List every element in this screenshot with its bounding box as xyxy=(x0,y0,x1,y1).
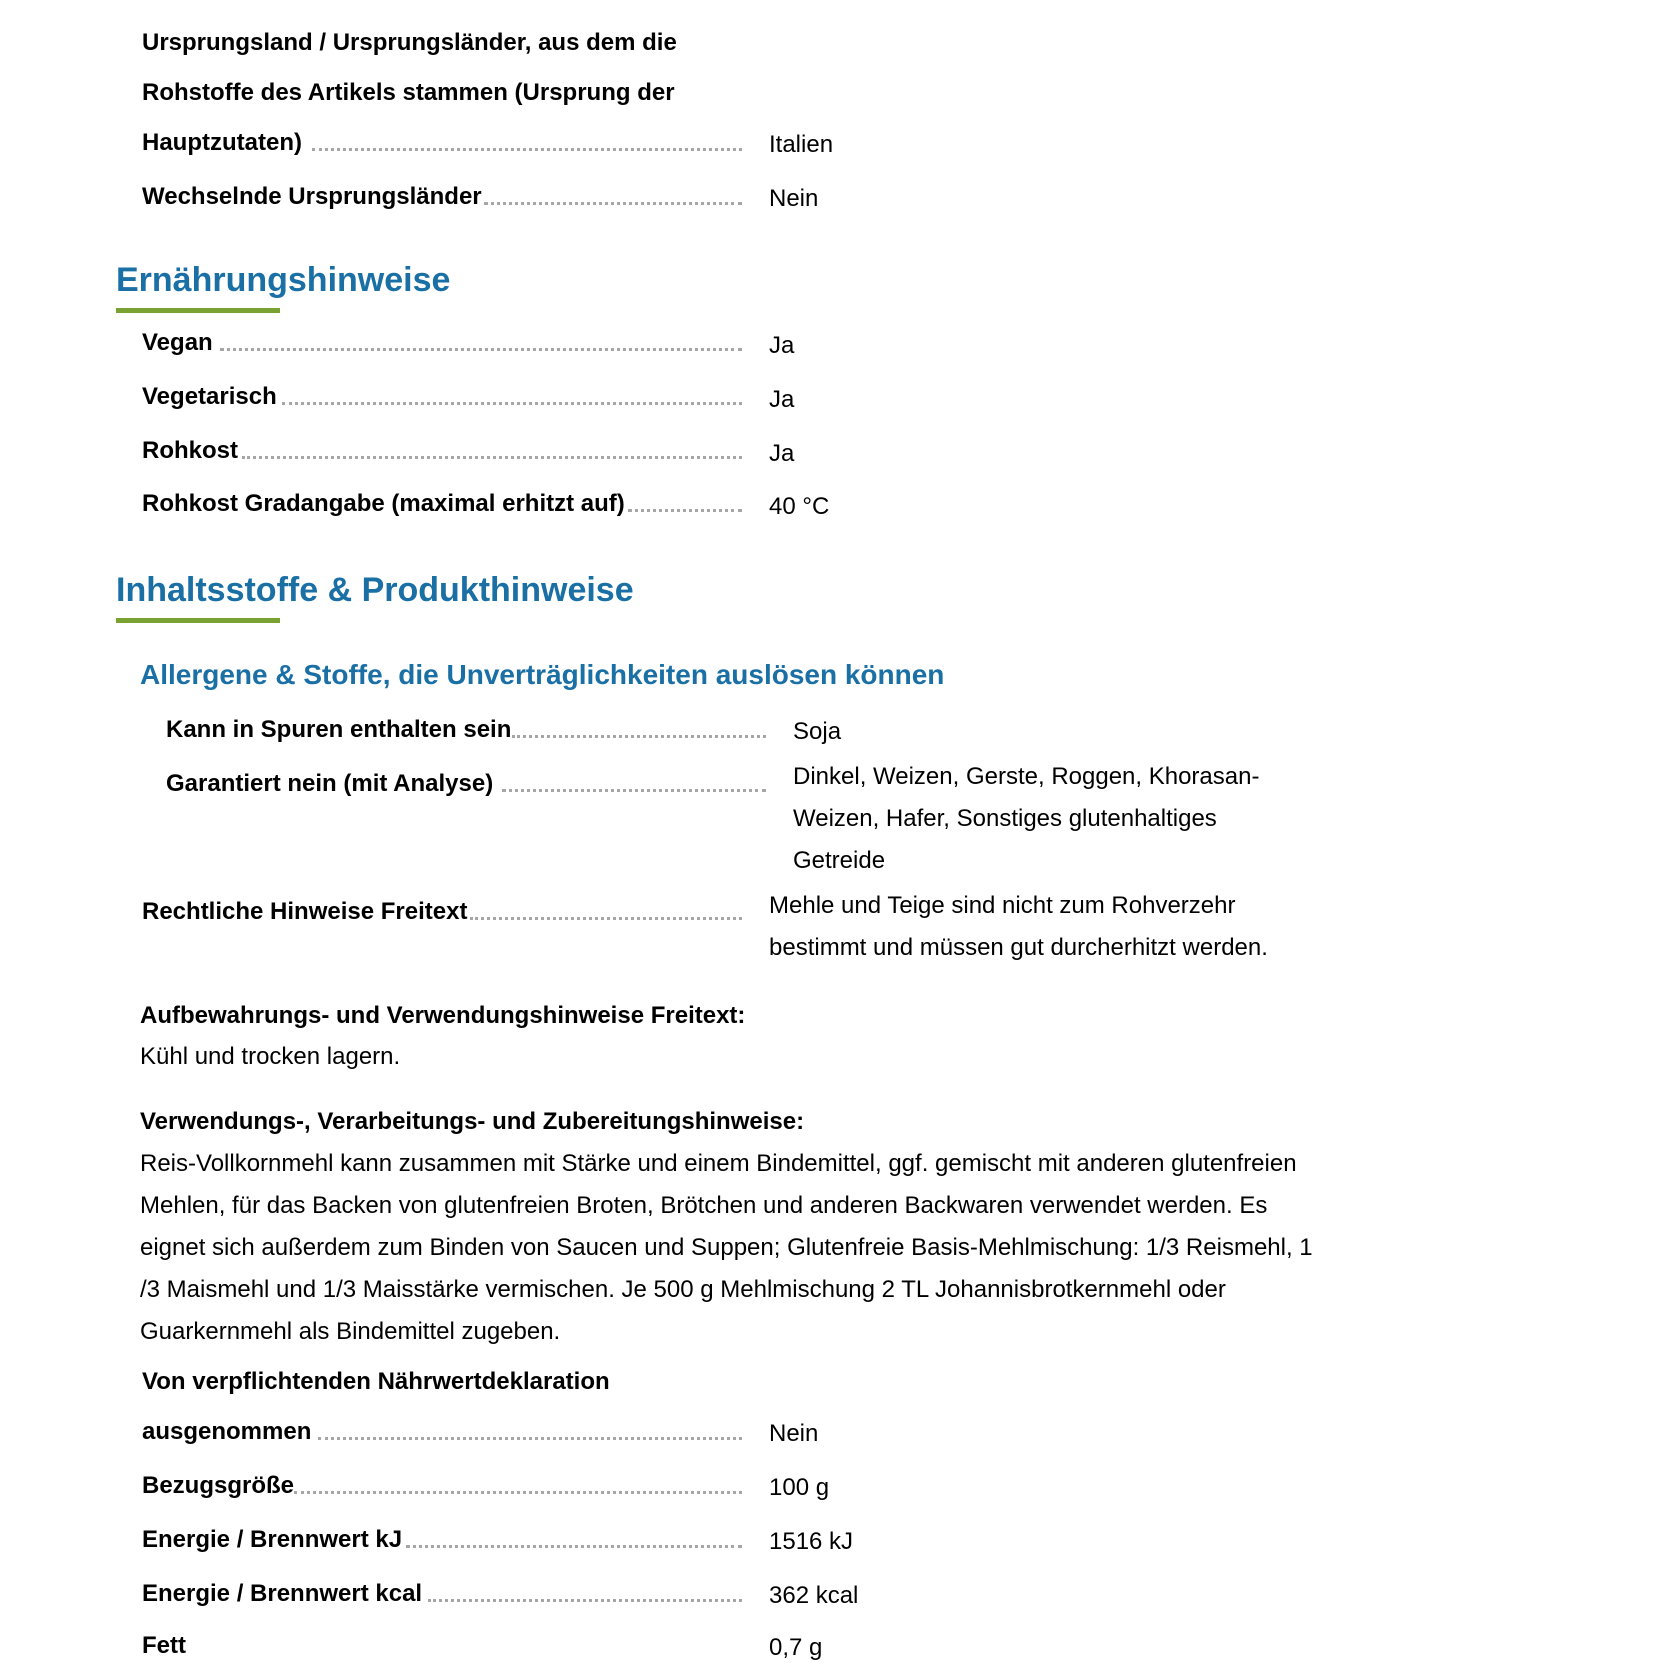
energy-kcal-label: Energie / Brennwert kcal xyxy=(142,1580,423,1607)
origin-country-label-line-2: Rohstoffe des Artikels stammen (Ursprung der xyxy=(142,79,675,106)
raw-food-label: Rohkost xyxy=(142,437,238,464)
usage-text-line: Reis-Vollkornmehl kann zusammen mit Stärke und einem Bindemittel, ggf. gemischt mit anderen glutenfreien xyxy=(140,1150,1297,1177)
nutrition-exempt-label-line-2: ausgenommen xyxy=(142,1418,312,1445)
nutrition-notes-heading: Ernährungshinweise xyxy=(116,261,451,299)
guaranteed-free-value-line: Dinkel, Weizen, Gerste, Roggen, Khorasan- xyxy=(793,763,1260,790)
origin-country-label-line-1: Ursprungsland / Ursprungsländer, aus dem die xyxy=(142,29,677,56)
guaranteed-free-value-line: Weizen, Hafer, Sonstiges glutenhaltiges xyxy=(793,805,1217,832)
leader-dots xyxy=(242,456,742,459)
legal-notes-value xyxy=(769,885,1268,969)
guaranteed-free-value-line: Getreide xyxy=(793,847,886,874)
nutrition-exempt-value: Nein xyxy=(769,1420,819,1447)
fat-label: Fett xyxy=(142,1632,186,1659)
leader-dots xyxy=(282,402,742,405)
heading-underline xyxy=(116,308,280,313)
vegan-label: Vegan xyxy=(142,329,213,356)
leader-dots xyxy=(406,1545,742,1548)
usage-text-line: eignet sich außerdem zum Binden von Saucen und Suppen; Glutenfreie Basis-Mehlmischung: 1/3 Reismehl, 1 xyxy=(140,1234,1313,1261)
origin-changing-value: Nein xyxy=(769,185,819,212)
origin-changing-label: Wechselnde Ursprungsländer xyxy=(142,183,482,210)
leader-dots xyxy=(294,1491,742,1494)
storage-label: Aufbewahrungs- und Verwendungshinweise Freitext: xyxy=(140,1002,746,1029)
ingredients-heading: Inhaltsstoffe & Produkthinweise xyxy=(116,571,634,609)
leader-dots xyxy=(428,1599,742,1602)
vegetarian-value: Ja xyxy=(769,386,795,413)
origin-country-label-line-3: Hauptzutaten) xyxy=(142,129,302,156)
traces-label: Kann in Spuren enthalten sein xyxy=(166,716,512,743)
guaranteed-free-label: Garantiert nein (mit Analyse) xyxy=(166,770,494,797)
leader-dots xyxy=(318,1437,742,1440)
usage-text-line: Mehlen, für das Backen von glutenfreien Broten, Brötchen und anderen Backwaren verwendet werden. Es xyxy=(140,1192,1268,1219)
guaranteed-free-value xyxy=(793,756,1259,882)
raw-food-value: Ja xyxy=(769,440,795,467)
fat-value: 0,7 g xyxy=(769,1634,823,1661)
nutrition-exempt-label-line-1: Von verpflichtenden Nährwertdeklaration xyxy=(142,1368,610,1395)
raw-food-degree-label: Rohkost Gradangabe (maximal erhitzt auf) xyxy=(142,490,625,517)
allergens-heading: Allergene & Stoffe, die Unverträglichkeiten auslösen können xyxy=(140,659,945,690)
vegan-value: Ja xyxy=(769,332,795,359)
raw-food-degree-value: 40 °C xyxy=(769,493,830,520)
leader-dots xyxy=(312,148,742,151)
legal-notes-value-line: bestimmt und müssen gut durcherhitzt werden. xyxy=(769,934,1268,961)
usage-label: Verwendungs-, Verarbeitungs- und Zubereitungshinweise: xyxy=(140,1108,805,1135)
leader-dots xyxy=(502,789,766,792)
leader-dots xyxy=(470,917,742,920)
usage-text xyxy=(140,1143,1313,1353)
leader-dots xyxy=(512,735,766,738)
legal-notes-value-line: Mehle und Teige sind nicht zum Rohverzehr xyxy=(769,892,1236,919)
leader-dots xyxy=(220,348,742,351)
energy-kj-value: 1516 kJ xyxy=(769,1528,854,1555)
heading-underline xyxy=(116,618,280,623)
storage-text: Kühl und trocken lagern. xyxy=(140,1043,401,1070)
traces-value: Soja xyxy=(793,718,842,745)
leader-dots xyxy=(484,202,742,205)
usage-text-line: /3 Maismehl und 1/3 Maisstärke vermischen. Je 500 g Mehlmischung 2 TL Johannisbrotkernmehl oder xyxy=(140,1276,1226,1303)
reference-size-value: 100 g xyxy=(769,1474,830,1501)
origin-country-value: Italien xyxy=(769,131,834,158)
energy-kcal-value: 362 kcal xyxy=(769,1582,859,1609)
leader-dots xyxy=(628,509,742,512)
reference-size-label: Bezugsgröße xyxy=(142,1472,295,1499)
energy-kj-label: Energie / Brennwert kJ xyxy=(142,1526,403,1553)
vegetarian-label: Vegetarisch xyxy=(142,383,277,410)
usage-text-line: Guarkernmehl als Bindemittel zugeben. xyxy=(140,1318,561,1345)
legal-notes-label: Rechtliche Hinweise Freitext xyxy=(142,898,468,925)
